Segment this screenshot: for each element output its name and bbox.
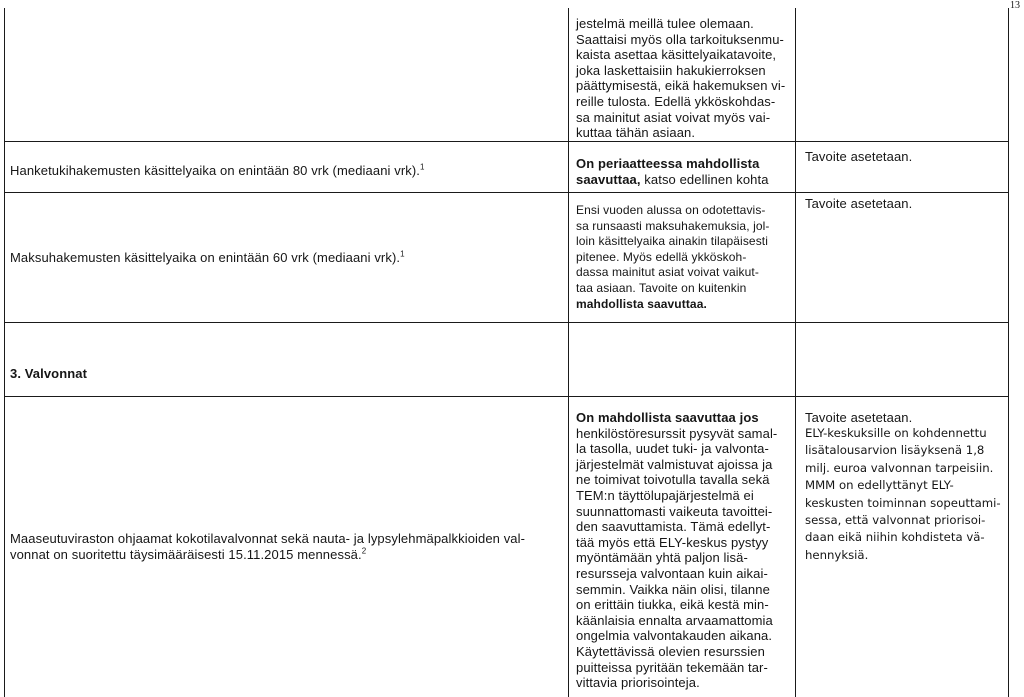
hanketuki-assessment-bold: On periaatteessa mahdollista saavuttaa, (576, 156, 760, 187)
column-divider-1 (568, 8, 569, 697)
hanketuki-status: Tavoite asetetaan. (805, 149, 913, 164)
footnote-ref: 2 (361, 546, 367, 556)
valvonta-target (10, 531, 565, 562)
table-border-right (1008, 8, 1009, 697)
hanketuki-target (10, 163, 565, 179)
footnote-ref: 1 (400, 249, 405, 259)
page-number: 13 (1010, 0, 1020, 11)
footnote-ref: 1 (420, 162, 425, 172)
table-border-left (4, 8, 5, 697)
maksu-assessment (576, 203, 792, 312)
valvonta-assessment-text: henkilöstöresurssit pysyvät samal- la tasolla, uudet tuki- ja valvonta- järjestelmät valmistuvat ajoissa ja ne toimivat toivotulla tavalla sekä TEM:n täyttölupajärjestelmä ei suunnattomasti vaikeuta tavoittei- den saavuttamista. Tämä edellyt- tää myös että ELY-keskus pystyy myöntämään yhtä paljon lisä- resursseja valvontaan kuin aikai- semmin. Vaikka näin olisi, tilanne on erittäin tiukka, eikä kestä min- käänlaisia ennalta arvaamattomia ongelmia valvontakauden aikana. Käytettävissä olevien resurssien puitteissa pyritään tekemään tar- vittavia priorisointeja. (576, 425, 778, 691)
hanketuki-assessment-rest: katso edellinen kohta (640, 171, 769, 187)
maksu-target (10, 250, 565, 266)
valvonta-assessment-bold: On mahdollista saavuttaa jos (576, 410, 759, 425)
valvonta-ely-note: ELY-keskuksille on kohdennettu lisätalousarvion lisäyksenä 1,8 milj. euroa valvonnan tarpeisiin. MMM on edellyttänyt ELY- keskusten toiminnan sopeuttami- sessa, että valvonnat priorisoi- daan eikä niihin kohdisteta vä- hennyksiä. (805, 426, 1001, 562)
row-divider (4, 141, 1009, 142)
valvonta-target-text: Maaseutuviraston ohjaamat kokotilavalvonnat sekä nauta- ja lypsylehmäpalkkioiden val- vonnat on suoritettu täysimääräisesti 15.11.2015 mennessä. (10, 531, 526, 562)
prev-row-explanation: jestelmä meillä tulee olemaan. Saattaisi myös olla tarkoituksenmu- kaista asettaa käsittelyaikatavoite, joka laskettaisiin hakukierroksen päättymisestä, eikä hakemuksen vi- reille tulosta. Edellä ykköskohdas- sa mainitut asiat voivat myös vai- kuttaa tähän asiaan. (576, 16, 786, 141)
row-divider (4, 192, 1009, 193)
maksu-assessment-text: Ensi vuoden alussa on odotettavis- sa runsaasti maksuhakemuksia, jol- loin käsittelyaika ainakin tilapäisesti pitenee. Myös edellä ykköskoh- dassa mainitut asiat voivat vaikut- taa asiaan. Tavoite on kuitenkin (576, 203, 770, 295)
column-divider-2 (795, 8, 796, 697)
maksu-status: Tavoite asetetaan. (805, 196, 913, 211)
row-divider (4, 396, 1009, 397)
maksu-assessment-bold: mahdollista saavuttaa. (576, 296, 707, 311)
row-divider (4, 322, 1009, 323)
maksu-target-text: Maksuhakemusten käsittelyaika on enintään 60 vrk (mediaani vrk). (10, 250, 401, 265)
section-heading: 3. Valvonnat (10, 366, 88, 381)
valvonta-status: Tavoite asetetaan. (805, 410, 913, 425)
valvonta-assessment (576, 410, 792, 691)
hanketuki-assessment (576, 156, 792, 187)
hanketuki-target-text: Hanketukihakemusten käsittelyaika on enintään 80 vrk (mediaani vrk). (10, 163, 421, 178)
